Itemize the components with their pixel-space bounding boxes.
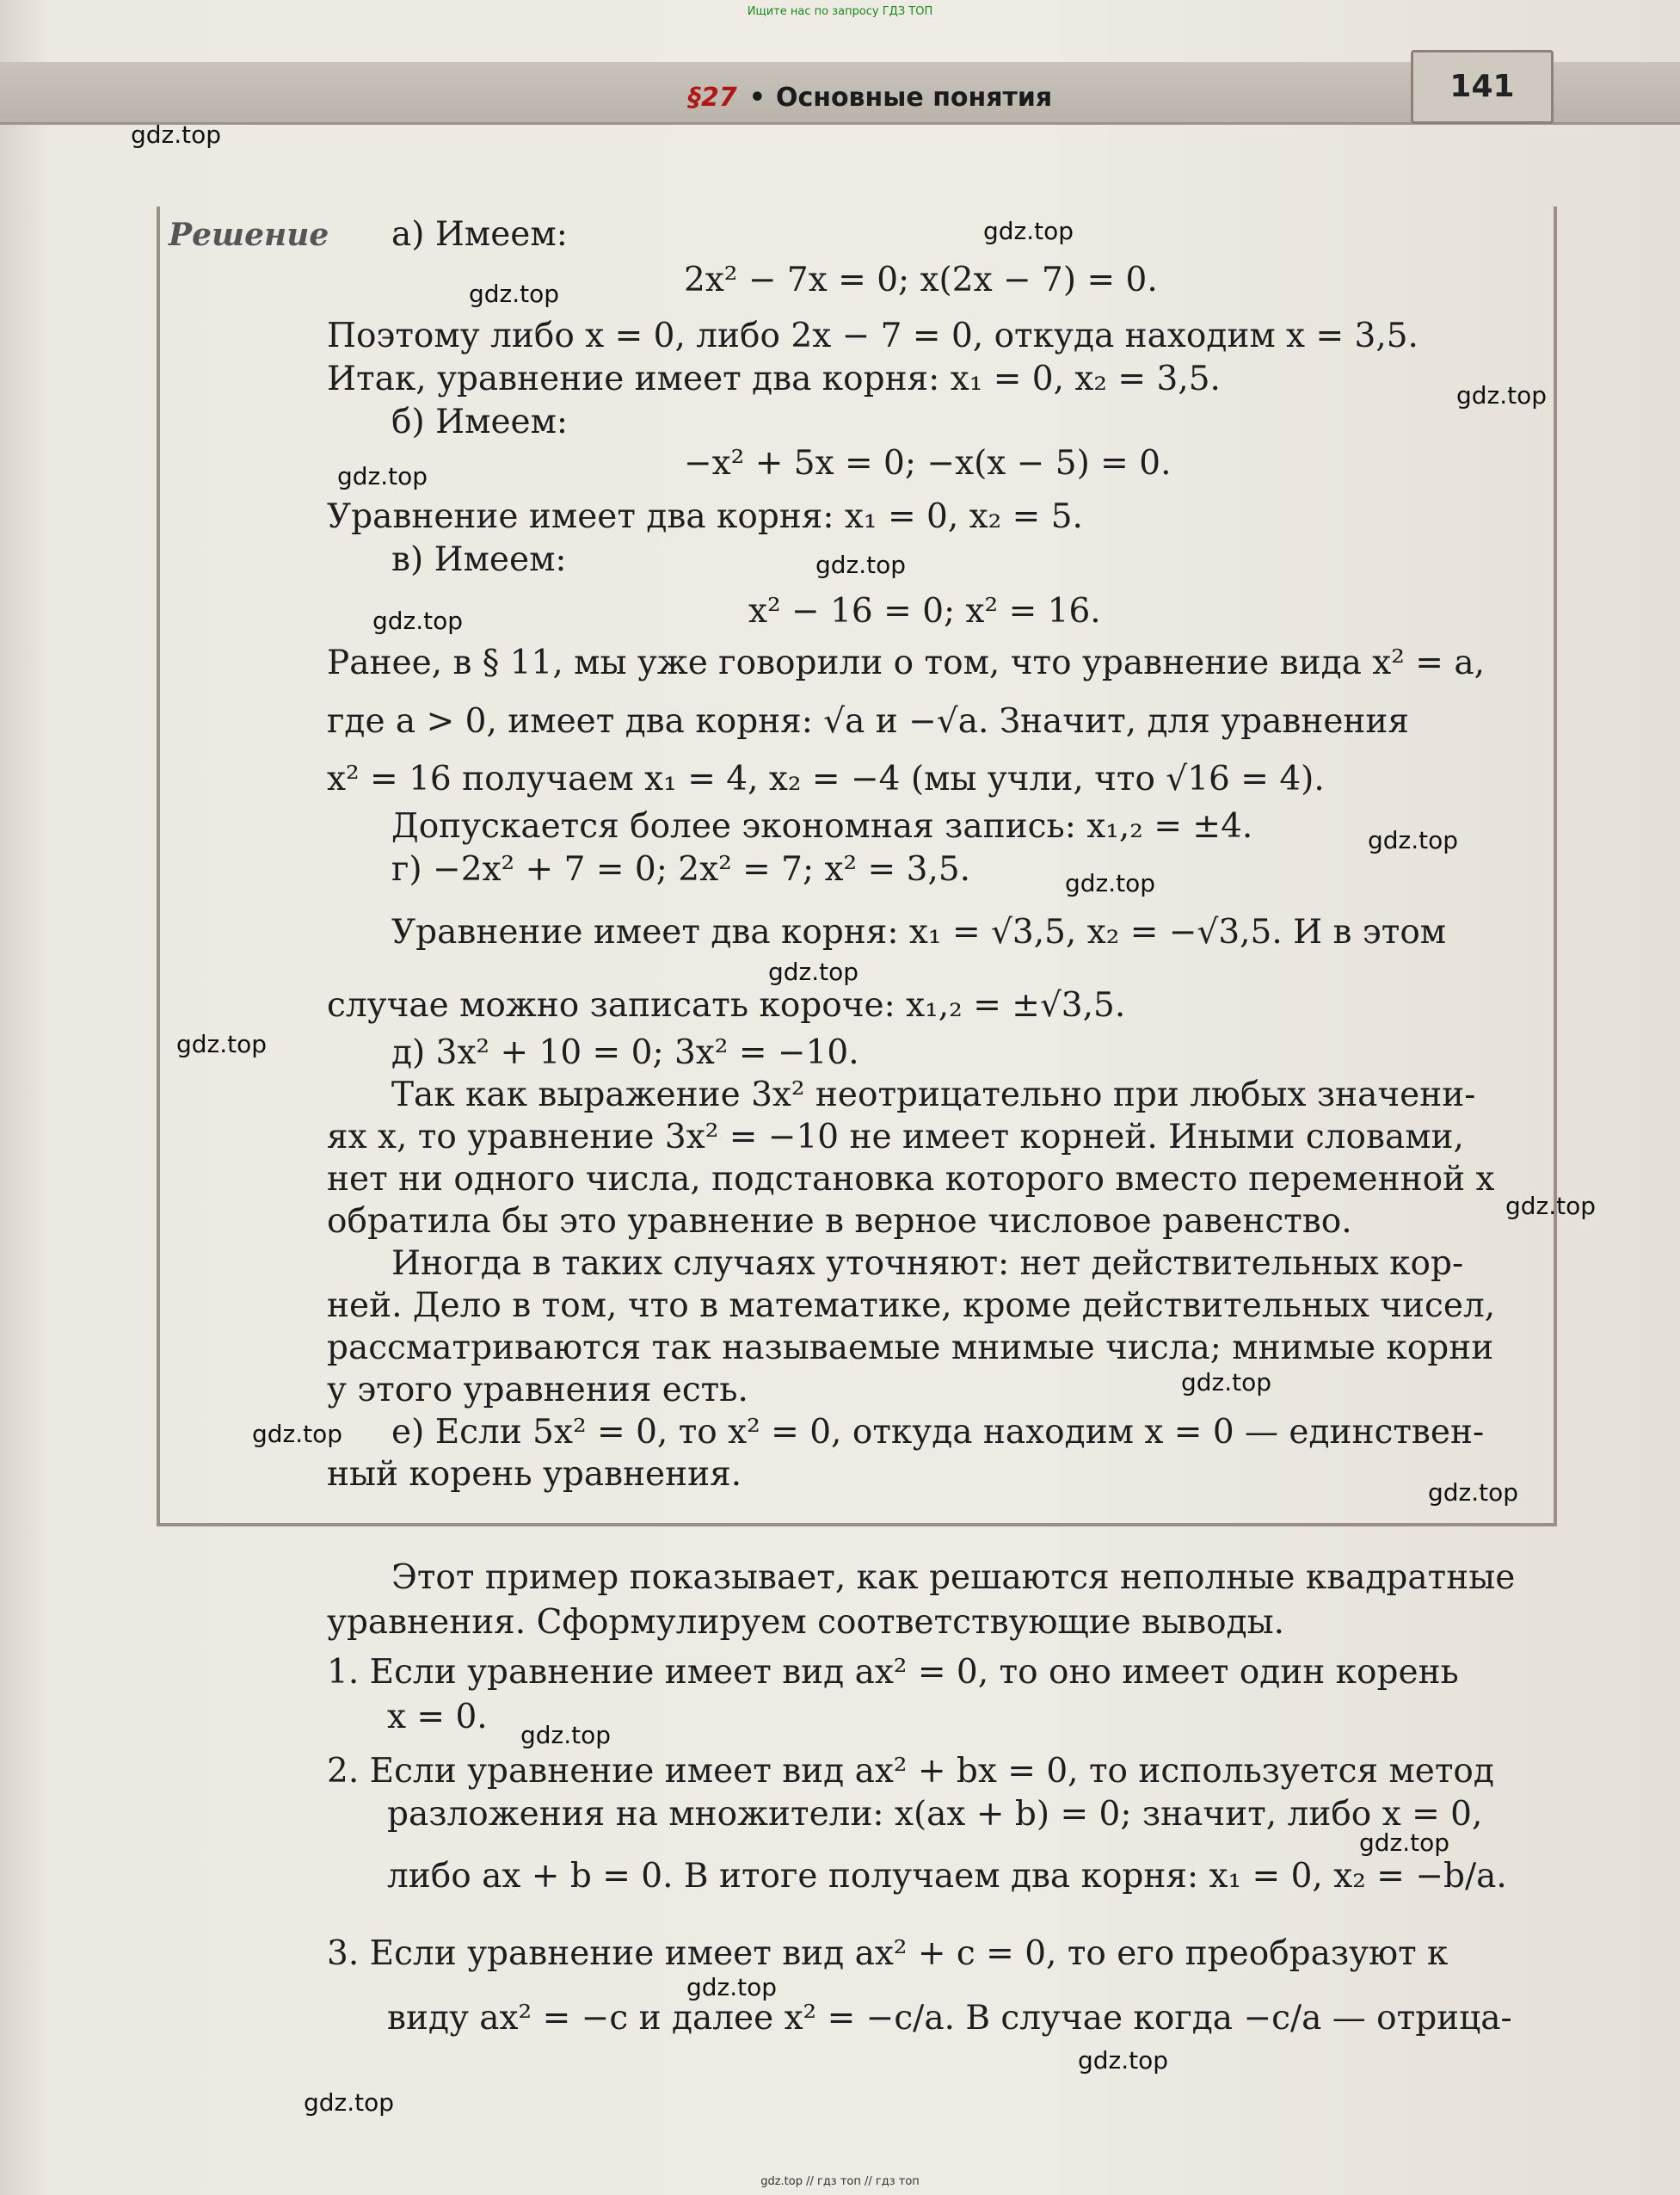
text-line: е) Если 5x² = 0, то x² = 0, откуда находим x = 0 — единствен-: [391, 1413, 1485, 1452]
text-line: x² = 16 получаем x₁ = 4, x₂ = −4 (мы учли, что √16 = 4).: [327, 760, 1325, 798]
list-item: 2. Если уравнение имеет вид ax² + bx = 0, то используется метод: [327, 1752, 1494, 1791]
list-item: 1. Если уравнение имеет вид ax² = 0, то оно имеет один корень: [327, 1653, 1459, 1692]
solution-label: Решение: [169, 217, 329, 253]
text-line: Допускается более экономная запись: x₁,₂ = ±4.: [391, 807, 1253, 846]
watermark: gdz.top: [304, 2088, 395, 2117]
watermark: gdz.top: [1456, 381, 1548, 410]
watermark: gdz.top: [983, 217, 1074, 245]
bottom-note: gdz.top // гдз топ // гдз топ: [760, 2175, 920, 2188]
watermark: gdz.top: [337, 462, 428, 490]
text-line: г) −2x² + 7 = 0; 2x² = 7; x² = 3,5.: [391, 850, 971, 889]
text-line: где a > 0, имеет два корня: √a и −√a. Значит, для уравнения: [327, 702, 1410, 741]
text-line: Этот пример показывает, как решаются неполные квадратные: [391, 1558, 1516, 1597]
page-number: 141: [1411, 50, 1554, 124]
text-line: x = 0.: [387, 1698, 488, 1736]
text-line: а) Имеем:: [391, 215, 568, 254]
watermark: gdz.top: [176, 1030, 268, 1058]
text-line: либо ax + b = 0. В итоге получаем два корня: x₁ = 0, x₂ = −b/a.: [387, 1857, 1507, 1896]
section-number: §27: [688, 83, 737, 113]
text-line: Ранее, в § 11, мы уже говорили о том, что уравнение вида x² = a,: [327, 644, 1485, 682]
watermark: gdz.top: [372, 607, 464, 635]
watermark: gdz.top: [768, 958, 859, 986]
text-line: у этого уравнения есть.: [327, 1371, 748, 1409]
text-line: Уравнение имеет два корня: x₁ = 0, x₂ = 5.: [327, 497, 1083, 536]
text-line: д) 3x² + 10 = 0; 3x² = −10.: [391, 1033, 859, 1072]
text-line: в) Имеем:: [391, 540, 567, 579]
watermark: gdz.top: [1181, 1368, 1272, 1397]
watermark: gdz.top: [1078, 2046, 1169, 2075]
text-line: обратила бы это уравнение в верное числовое равенство.: [327, 1202, 1352, 1241]
text-line: Поэтому либо x = 0, либо 2x − 7 = 0, откуда находим x = 3,5.: [327, 317, 1418, 355]
watermark: gdz.top: [1428, 1478, 1519, 1507]
text-line: ях x, то уравнение 3x² = −10 не имеет корней. Иными словами,: [327, 1118, 1464, 1156]
watermark: gdz.top: [131, 120, 222, 149]
text-line: Так как выражение 3x² неотрицательно при любых значени-: [391, 1076, 1476, 1114]
watermark: gdz.top: [520, 1721, 612, 1749]
header-title: [688, 83, 1052, 113]
watermark: gdz.top: [1359, 1828, 1450, 1857]
text-line: рассматриваются так называемые мнимые числа; мнимые корни: [327, 1329, 1494, 1367]
text-line: случае можно записать короче: x₁,₂ = ±√3,5.: [327, 986, 1126, 1025]
text-line: нет ни одного числа, подстановка которого вместо переменной x: [327, 1160, 1495, 1199]
list-item: 3. Если уравнение имеет вид ax² + c = 0, то его преобразуют к: [327, 1934, 1449, 1973]
watermark: gdz.top: [252, 1420, 343, 1448]
top-note: Ищите нас по запросу ГДЗ ТОП: [747, 5, 933, 18]
watermark: gdz.top: [469, 280, 560, 308]
text-line: Иногда в таких случаях уточняют: нет действительных кор-: [391, 1244, 1464, 1283]
section-title: Основные понятия: [775, 83, 1053, 113]
text-line: ный корень уравнения.: [327, 1455, 742, 1494]
text-line: Уравнение имеет два корня: x₁ = √3,5, x₂ = −√3,5. И в этом: [391, 913, 1447, 952]
text-line: уравнения. Сформулируем соответствующие выводы.: [327, 1603, 1285, 1642]
equation-line: 2x² − 7x = 0; x(2x − 7) = 0.: [684, 261, 1158, 299]
text-line: разложения на множители: x(ax + b) = 0; значит, либо x = 0,: [387, 1795, 1483, 1834]
watermark: gdz.top: [686, 1973, 778, 2001]
text-line: б) Имеем:: [391, 403, 569, 441]
watermark: gdz.top: [1065, 869, 1156, 897]
bullet-icon: •: [748, 83, 766, 113]
watermark: gdz.top: [1368, 826, 1459, 854]
text-line: виду ax² = −c и далее x² = −c/a. В случае когда −c/a — отрица-: [387, 1999, 1512, 2038]
equation-line: −x² + 5x = 0; −x(x − 5) = 0.: [684, 444, 1172, 483]
watermark: gdz.top: [1505, 1192, 1597, 1220]
text-line: Итак, уравнение имеет два корня: x₁ = 0, x₂ = 3,5.: [327, 360, 1221, 398]
watermark: gdz.top: [815, 551, 907, 579]
text-line: ней. Дело в том, что в математике, кроме действительных чисел,: [327, 1286, 1496, 1325]
equation-line: x² − 16 = 0; x² = 16.: [748, 592, 1101, 631]
